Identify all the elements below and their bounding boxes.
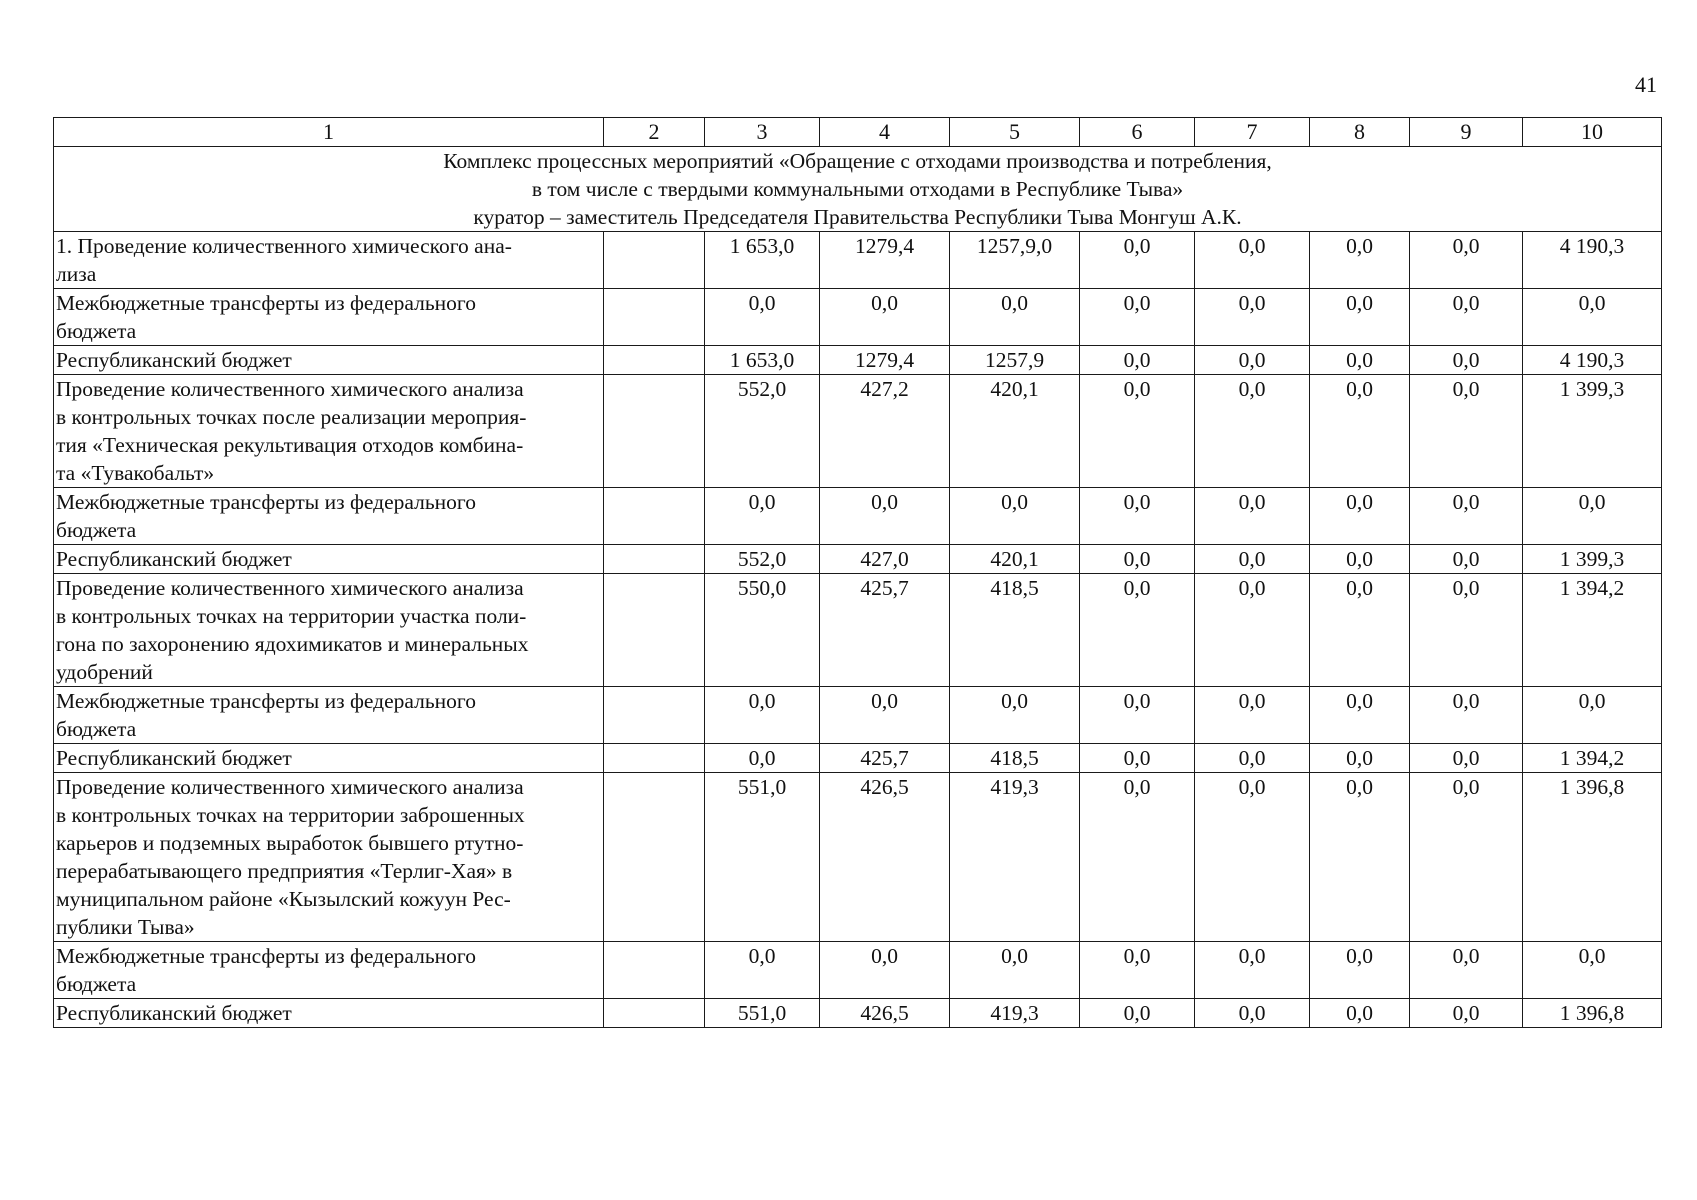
row-name-line: удобрений: [56, 660, 153, 684]
value-cell: 1 396,8: [1523, 999, 1662, 1028]
value-cell: 0,0: [1080, 942, 1195, 999]
value-cell: 1 653,0: [705, 232, 820, 289]
value-cell: 0,0: [1410, 574, 1523, 687]
value-cell: 0,0: [1195, 773, 1310, 942]
column-header: 10: [1523, 118, 1662, 147]
table-row: [54, 545, 1662, 574]
row-name-line: 1. Проведение количественного химического ана-: [56, 234, 512, 258]
value-cell: 0,0: [1310, 232, 1410, 289]
value-cell: 0,0: [1195, 232, 1310, 289]
value-cell: 0,0: [1310, 574, 1410, 687]
header-row: [54, 118, 1662, 147]
row-name-line: публики Тыва»: [56, 915, 195, 939]
table-row: [54, 232, 1662, 289]
value-cell: 0,0: [1080, 346, 1195, 375]
column-2-cell: [604, 999, 705, 1028]
row-name-line: в контрольных точках после реализации мероприя-: [56, 405, 527, 429]
row-name-cell: [54, 375, 604, 488]
value-cell: 0,0: [1410, 346, 1523, 375]
value-cell: 0,0: [950, 687, 1080, 744]
column-2-cell: [604, 545, 705, 574]
row-name-line: Проведение количественного химического анализа: [56, 576, 524, 600]
value-cell: 0,0: [705, 488, 820, 545]
value-cell: 0,0: [1080, 375, 1195, 488]
value-cell: 0,0: [1195, 574, 1310, 687]
value-cell: 0,0: [1195, 942, 1310, 999]
row-name-line: в контрольных точках на территории участка поли-: [56, 604, 527, 628]
table-row: [54, 999, 1662, 1028]
section-title: [54, 147, 1662, 232]
table-row: [54, 942, 1662, 999]
value-cell: 0,0: [1310, 687, 1410, 744]
value-cell: 0,0: [1080, 545, 1195, 574]
table-row: [54, 289, 1662, 346]
value-cell: 0,0: [1195, 289, 1310, 346]
value-cell: 1279,4: [820, 346, 950, 375]
value-cell: 0,0: [1195, 687, 1310, 744]
value-cell: 420,1: [950, 545, 1080, 574]
value-cell: 427,2: [820, 375, 950, 488]
row-name-cell: [54, 488, 604, 545]
value-cell: 1 394,2: [1523, 574, 1662, 687]
value-cell: 0,0: [1310, 289, 1410, 346]
table-row: [54, 687, 1662, 744]
value-cell: 425,7: [820, 574, 950, 687]
value-cell: 0,0: [705, 942, 820, 999]
row-name-line: бюджета: [56, 717, 137, 741]
row-name-line: бюджета: [56, 518, 137, 542]
value-cell: 1 653,0: [705, 346, 820, 375]
row-name-line: та «Тувакобальт»: [56, 461, 215, 485]
row-name-line: Межбюджетные трансферты из федерального: [56, 490, 476, 514]
value-cell: 4 190,3: [1523, 232, 1662, 289]
value-cell: 0,0: [1080, 773, 1195, 942]
column-2-cell: [604, 773, 705, 942]
row-name-line: перерабатывающего предприятия «Терлиг-Хая» в: [56, 859, 513, 883]
value-cell: 0,0: [1410, 687, 1523, 744]
column-2-cell: [604, 346, 705, 375]
row-name-line: карьеров и подземных выработок бывшего ртутно-: [56, 831, 524, 855]
value-cell: 0,0: [1523, 289, 1662, 346]
value-cell: 0,0: [1195, 488, 1310, 545]
row-name-line: тия «Техническая рекультивация отходов комбина-: [56, 433, 524, 457]
value-cell: 0,0: [820, 687, 950, 744]
column-2-cell: [604, 375, 705, 488]
value-cell: 551,0: [705, 999, 820, 1028]
value-cell: 0,0: [1080, 999, 1195, 1028]
value-cell: 0,0: [950, 289, 1080, 346]
column-header: 3: [705, 118, 820, 147]
column-header: 4: [820, 118, 950, 147]
value-cell: 0,0: [820, 289, 950, 346]
section-title-line: в том числе с твердыми коммунальными отходами в Республике Тыва»: [531, 177, 1184, 201]
row-name-line: Проведение количественного химического анализа: [56, 775, 524, 799]
table-row: [54, 744, 1662, 773]
value-cell: 0,0: [1310, 999, 1410, 1028]
value-cell: 0,0: [1523, 488, 1662, 545]
value-cell: 0,0: [1410, 744, 1523, 773]
row-name-cell: [54, 942, 604, 999]
value-cell: 427,0: [820, 545, 950, 574]
row-name-line: Межбюджетные трансферты из федерального: [56, 689, 476, 713]
table-row: [54, 773, 1662, 942]
row-name-line: Республиканский бюджет: [56, 547, 292, 571]
column-2-cell: [604, 942, 705, 999]
value-cell: 0,0: [1310, 375, 1410, 488]
value-cell: 0,0: [1080, 687, 1195, 744]
value-cell: 418,5: [950, 744, 1080, 773]
row-name-line: Межбюджетные трансферты из федерального: [56, 944, 476, 968]
row-name-cell: [54, 232, 604, 289]
row-name-line: гона по захоронению ядохимикатов и минеральных: [56, 632, 529, 656]
value-cell: 419,3: [950, 999, 1080, 1028]
value-cell: 0,0: [1195, 346, 1310, 375]
value-cell: 0,0: [1410, 999, 1523, 1028]
value-cell: 1 394,2: [1523, 744, 1662, 773]
value-cell: 426,5: [820, 999, 950, 1028]
column-2-cell: [604, 574, 705, 687]
section-title-line: куратор – заместитель Председателя Правительства Республики Тыва Монгуш А.К.: [473, 205, 1242, 229]
value-cell: 0,0: [1410, 942, 1523, 999]
value-cell: 1 399,3: [1523, 375, 1662, 488]
row-name-line: Республиканский бюджет: [56, 348, 292, 372]
column-2-cell: [604, 289, 705, 346]
value-cell: 0,0: [1523, 687, 1662, 744]
page-number: 41: [1635, 72, 1657, 97]
value-cell: 0,0: [705, 687, 820, 744]
value-cell: 0,0: [1080, 232, 1195, 289]
value-cell: 0,0: [1310, 346, 1410, 375]
row-name-cell: [54, 687, 604, 744]
table-row: [54, 488, 1662, 545]
value-cell: 0,0: [1080, 488, 1195, 545]
column-2-cell: [604, 687, 705, 744]
section-title-row: [54, 147, 1662, 232]
value-cell: 420,1: [950, 375, 1080, 488]
row-name-cell: [54, 574, 604, 687]
value-cell: 0,0: [1523, 942, 1662, 999]
section-title-line: Комплекс процессных мероприятий «Обращение с отходами производства и потребления,: [443, 149, 1272, 173]
column-2-cell: [604, 488, 705, 545]
value-cell: 0,0: [820, 942, 950, 999]
value-cell: 0,0: [1410, 773, 1523, 942]
value-cell: 0,0: [950, 488, 1080, 545]
value-cell: 0,0: [1080, 574, 1195, 687]
row-name-line: бюджета: [56, 972, 137, 996]
column-header: 6: [1080, 118, 1195, 147]
row-name-line: Республиканский бюджет: [56, 1001, 292, 1025]
column-header: 8: [1310, 118, 1410, 147]
table-row: [54, 574, 1662, 687]
row-name-line: лиза: [56, 262, 97, 286]
row-name-line: бюджета: [56, 319, 137, 343]
column-header: 7: [1195, 118, 1310, 147]
row-name-cell: [54, 346, 604, 375]
value-cell: 1 399,3: [1523, 545, 1662, 574]
row-name-cell: [54, 744, 604, 773]
value-cell: 0,0: [705, 289, 820, 346]
value-cell: 0,0: [950, 942, 1080, 999]
value-cell: 0,0: [1410, 488, 1523, 545]
value-cell: 1279,4: [820, 232, 950, 289]
row-name-line: Республиканский бюджет: [56, 746, 292, 770]
value-cell: 0,0: [1195, 744, 1310, 773]
value-cell: 1257,9,0: [950, 232, 1080, 289]
value-cell: 0,0: [1195, 999, 1310, 1028]
row-name-line: Межбюджетные трансферты из федерального: [56, 291, 476, 315]
value-cell: 0,0: [1195, 545, 1310, 574]
table-row: [54, 346, 1662, 375]
value-cell: 0,0: [1410, 375, 1523, 488]
column-2-cell: [604, 744, 705, 773]
value-cell: 0,0: [820, 488, 950, 545]
row-name-line: в контрольных точках на территории заброшенных: [56, 803, 525, 827]
column-2-cell: [604, 232, 705, 289]
value-cell: 0,0: [1195, 375, 1310, 488]
value-cell: 419,3: [950, 773, 1080, 942]
value-cell: 4 190,3: [1523, 346, 1662, 375]
value-cell: 1 396,8: [1523, 773, 1662, 942]
value-cell: 0,0: [1310, 942, 1410, 999]
row-name-cell: [54, 773, 604, 942]
value-cell: 550,0: [705, 574, 820, 687]
value-cell: 0,0: [1310, 488, 1410, 545]
value-cell: 0,0: [1080, 289, 1195, 346]
value-cell: 0,0: [705, 744, 820, 773]
value-cell: 0,0: [1410, 232, 1523, 289]
row-name-line: муниципальном районе «Кызылский кожуун Рес-: [56, 887, 511, 911]
column-header: 5: [950, 118, 1080, 147]
value-cell: 426,5: [820, 773, 950, 942]
row-name-cell: [54, 289, 604, 346]
column-header: 9: [1410, 118, 1523, 147]
column-header: 1: [54, 118, 604, 147]
value-cell: 0,0: [1310, 773, 1410, 942]
value-cell: 0,0: [1310, 545, 1410, 574]
value-cell: 0,0: [1310, 744, 1410, 773]
row-name-cell: [54, 545, 604, 574]
value-cell: 552,0: [705, 375, 820, 488]
value-cell: 0,0: [1410, 545, 1523, 574]
row-name-cell: [54, 999, 604, 1028]
value-cell: 418,5: [950, 574, 1080, 687]
value-cell: 425,7: [820, 744, 950, 773]
table-row: [54, 375, 1662, 488]
value-cell: 1257,9: [950, 346, 1080, 375]
value-cell: 0,0: [1080, 744, 1195, 773]
value-cell: 552,0: [705, 545, 820, 574]
value-cell: 0,0: [1410, 289, 1523, 346]
row-name-line: Проведение количественного химического анализа: [56, 377, 524, 401]
value-cell: 551,0: [705, 773, 820, 942]
budget-table: [53, 117, 1662, 1028]
column-header: 2: [604, 118, 705, 147]
